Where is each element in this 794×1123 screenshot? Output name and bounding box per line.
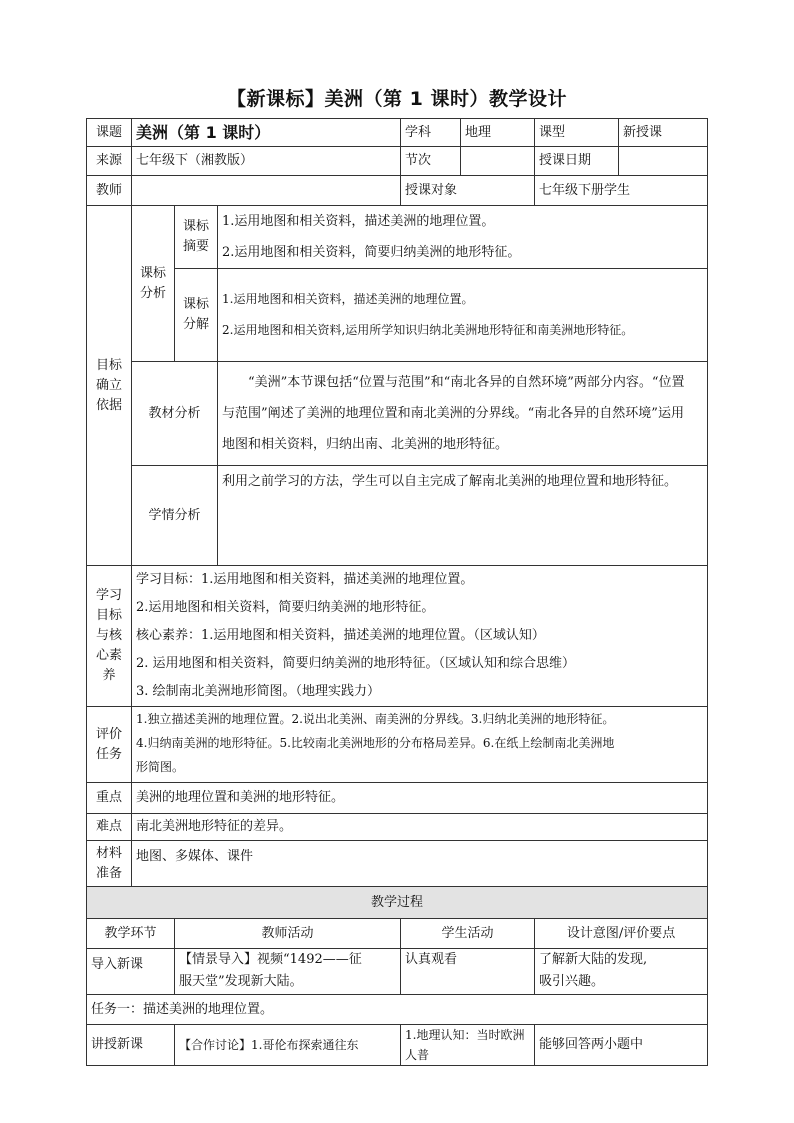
process-heading: 教学过程: [87, 887, 708, 919]
objectives-basis-label: 目标确立依据: [87, 206, 132, 566]
breakdown-line: 1.运用地图和相关资料，描述美洲的地理位置。: [222, 292, 474, 306]
source-label: 来源: [87, 147, 132, 176]
lecture-intent: 能够回答两小题中: [535, 1025, 708, 1066]
summary-line: 2.运用地图和相关资料，简要归纳美洲的地形特征。: [222, 245, 521, 260]
evaluation-line: 1.独立描述美洲的地理位置。2.说出北美洲、南美洲的分界线。3.归纳北美洲的地形特征。: [136, 712, 615, 726]
intro-intent-line: 了解新大陆的发现,: [539, 952, 648, 967]
date-label: 授课日期: [535, 147, 619, 176]
textbook-analysis-label: 教材分析: [132, 362, 218, 466]
row-difficulty: [87, 814, 708, 841]
goal-line: 2. 运用地图和相关资料，简要归纳美洲的地形特征。（区域认知和综合思维）: [136, 656, 576, 671]
subject-label: 学科: [401, 119, 461, 147]
curriculum-breakdown-label: 课标分解: [175, 269, 218, 362]
lesson-plan-table: [86, 118, 708, 1066]
materials: 地图、多媒体、课件: [132, 841, 708, 887]
intro-teacher-line: 【情景导入】视频“1492——征: [179, 952, 362, 967]
row-process-columns: [87, 919, 708, 949]
materials-label: 材料准备: [87, 841, 132, 887]
column-header-intent: 设计意图/评价要点: [535, 919, 708, 949]
intro-teacher-line: 服天堂”发现新大陆。: [179, 974, 303, 989]
intro-intent-line: 吸引兴趣。: [539, 974, 605, 989]
teacher-label: 教师: [87, 176, 132, 206]
column-header-student: 学生活动: [401, 919, 535, 949]
row-evaluation: [87, 707, 708, 783]
row-key-point: [87, 783, 708, 814]
row-process-heading: [87, 887, 708, 919]
row-task-one: [87, 995, 708, 1025]
student-analysis: 利用之前学习的方法，学生可以自主完成了解南北美洲的地理位置和地形特征。: [218, 466, 708, 566]
student-analysis-label: 学情分析: [132, 466, 218, 566]
learning-goals: [132, 566, 708, 707]
course-type-label: 课型: [535, 119, 619, 147]
goal-line: 学习目标：1.运用地图和相关资料，描述美洲的地理位置。: [136, 572, 474, 587]
section-label: 节次: [401, 147, 461, 176]
difficulty: 南北美洲地形特征的差异。: [132, 814, 708, 841]
teacher-value: [132, 176, 401, 206]
textbook-line: 地图和相关资料，归纳出南、北美洲的地形特征。: [222, 437, 509, 452]
breakdown-line: 2.运用地图和相关资料,运用所学知识归纳北美洲地形特征和南美洲地形特征。: [222, 323, 634, 337]
date-value: [619, 147, 708, 176]
row-intro: [87, 949, 708, 995]
curriculum-analysis-label: 课标分析: [132, 206, 175, 362]
key-point: 美洲的地理位置和美洲的地形特征。: [132, 783, 708, 814]
curriculum-summary: [218, 206, 708, 269]
evaluation-label: 评价任务: [87, 707, 132, 783]
audience-label: 授课对象: [401, 176, 535, 206]
row-learning-goals: [87, 566, 708, 707]
goal-line: 核心素养：1.运用地图和相关资料，描述美洲的地理位置。（区域认知）: [136, 628, 545, 643]
curriculum-breakdown: [218, 269, 708, 362]
textbook-line: “美洲”本节课包括“位置与范围”和“南北各异的自然环境”两部分内容。“位置: [248, 375, 685, 390]
intro-teacher-activity: [175, 949, 401, 995]
source-value: 七年级下（湘教版）: [132, 147, 401, 176]
curriculum-summary-label: 课标摘要: [175, 206, 218, 269]
column-header-teacher: 教师活动: [175, 919, 401, 949]
row-curriculum-summary: [87, 206, 708, 269]
learning-goals-label: 学习目标与核心素养: [87, 566, 132, 707]
intro-intent: [535, 949, 708, 995]
key-point-label: 重点: [87, 783, 132, 814]
lecture-stage: 讲授新课: [87, 1025, 175, 1066]
goal-line: 2.运用地图和相关资料，简要归纳美洲的地形特征。: [136, 600, 435, 615]
intro-student-activity: 认真观看: [401, 949, 535, 995]
course-title: 美洲（第 1 课时）: [132, 119, 401, 147]
row-lecture: [87, 1025, 708, 1066]
difficulty-label: 难点: [87, 814, 132, 841]
section-value: [461, 147, 535, 176]
row-textbook-analysis: [87, 362, 708, 466]
evaluation-line: 4.归纳南美洲的地形特征。5.比较南北美洲地形的分布格局差异。6.在纸上绘制南北美洲地: [136, 736, 615, 750]
row-course: [87, 119, 708, 147]
textbook-line: 与范围”阐述了美洲的地理位置和南北美洲的分界线。“南北各异的自然环境”运用: [222, 406, 684, 421]
summary-line: 1.运用地图和相关资料，描述美洲的地理位置。: [222, 214, 495, 229]
document-title: 【新课标】美洲（第 1 课时）教学设计: [227, 88, 567, 110]
row-source: [87, 147, 708, 176]
evaluation-line: 形简图。: [136, 760, 185, 774]
audience-value: 七年级下册学生: [535, 176, 708, 206]
course-title-label: 课题: [87, 119, 132, 147]
evaluation-tasks: [132, 707, 708, 783]
row-teacher: [87, 176, 708, 206]
goal-line: 3. 绘制南北美洲地形简图。（地理实践力）: [136, 684, 381, 699]
lecture-teacher-activity: 【合作讨论】1.哥伦布探索通往东: [175, 1025, 401, 1066]
textbook-analysis: [218, 362, 708, 466]
task-one: 任务一：描述美洲的地理位置。: [87, 995, 708, 1025]
intro-stage: 导入新课: [87, 949, 175, 995]
row-curriculum-breakdown: [87, 269, 708, 362]
row-student-analysis: [87, 466, 708, 566]
lecture-student-activity: 1.地理认知：当时欧洲人普: [401, 1025, 535, 1066]
course-type-value: 新授课: [619, 119, 708, 147]
column-header-stage: 教学环节: [87, 919, 175, 949]
row-materials: [87, 841, 708, 887]
subject-value: 地理: [461, 119, 535, 147]
